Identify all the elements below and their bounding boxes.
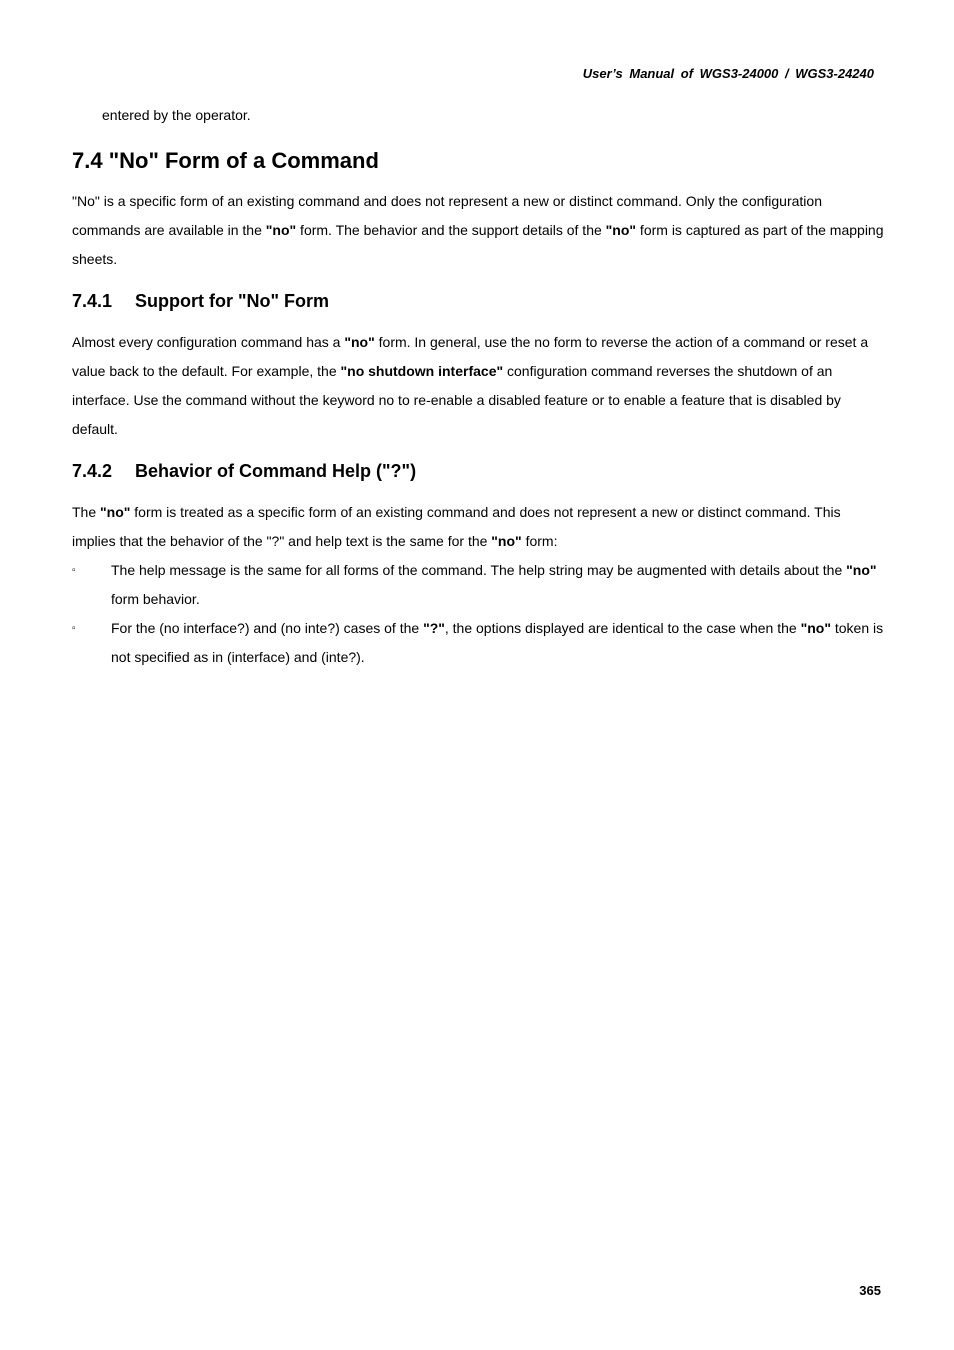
help-paragraph: The "no" form is treated as a specific form of an existing command and does not represent a new or distinct command. This implies that the behavior of the "?" and help text is the same for the "no" form: xyxy=(72,504,841,549)
section-paragraph: "No" is a specific form of an existing command and does not represent a new or distinct command. Only the configuration commands are available in the "no" form. The behavior and the support details of the "no" form is captured as part of the mapping sheets. xyxy=(72,193,884,267)
subsection-number: 7.4.1 xyxy=(72,291,113,311)
bullet-text: For the (no interface?) and (no inte?) cases of the "?", the options displayed are identical to the case when the "no" token is not specified as in (interface) and (inte?). xyxy=(111,620,884,665)
subsection-title: Support for "No" Form xyxy=(135,291,330,311)
bullet-icon: ▫ xyxy=(72,623,76,634)
subsection-title: Behavior of Command Help ("?") xyxy=(135,461,417,481)
page-number: 365 xyxy=(859,1283,881,1298)
list-item xyxy=(72,614,884,672)
subsection-number: 7.4.2 xyxy=(72,461,113,481)
bullet-icon: ▫ xyxy=(72,565,76,576)
running-header: User’s Manual of WGS3-24000 / WGS3-24240 xyxy=(582,66,874,81)
continued-text: entered by the operator. xyxy=(102,107,251,123)
list-item xyxy=(72,556,884,614)
subsection-heading-support xyxy=(72,286,884,316)
subsection-heading-help xyxy=(72,456,884,486)
page-content xyxy=(72,101,884,672)
bullet-text: The help message is the same for all forms of the command. The help string may be augmented with details about the "no" form behavior. xyxy=(111,562,877,607)
support-paragraph: Almost every configuration command has a "no" form. In general, use the no form to reverse the action of a command or reset a value back to the default. For example, the "no shutdown interface" configuration command reverses the shutdown of an interface. Use the command without the keyword no to re-enable a disabled feature or to enable a feature that is disabled by default. xyxy=(72,334,869,437)
section-heading: 7.4 "No" Form of a Command xyxy=(72,148,379,173)
